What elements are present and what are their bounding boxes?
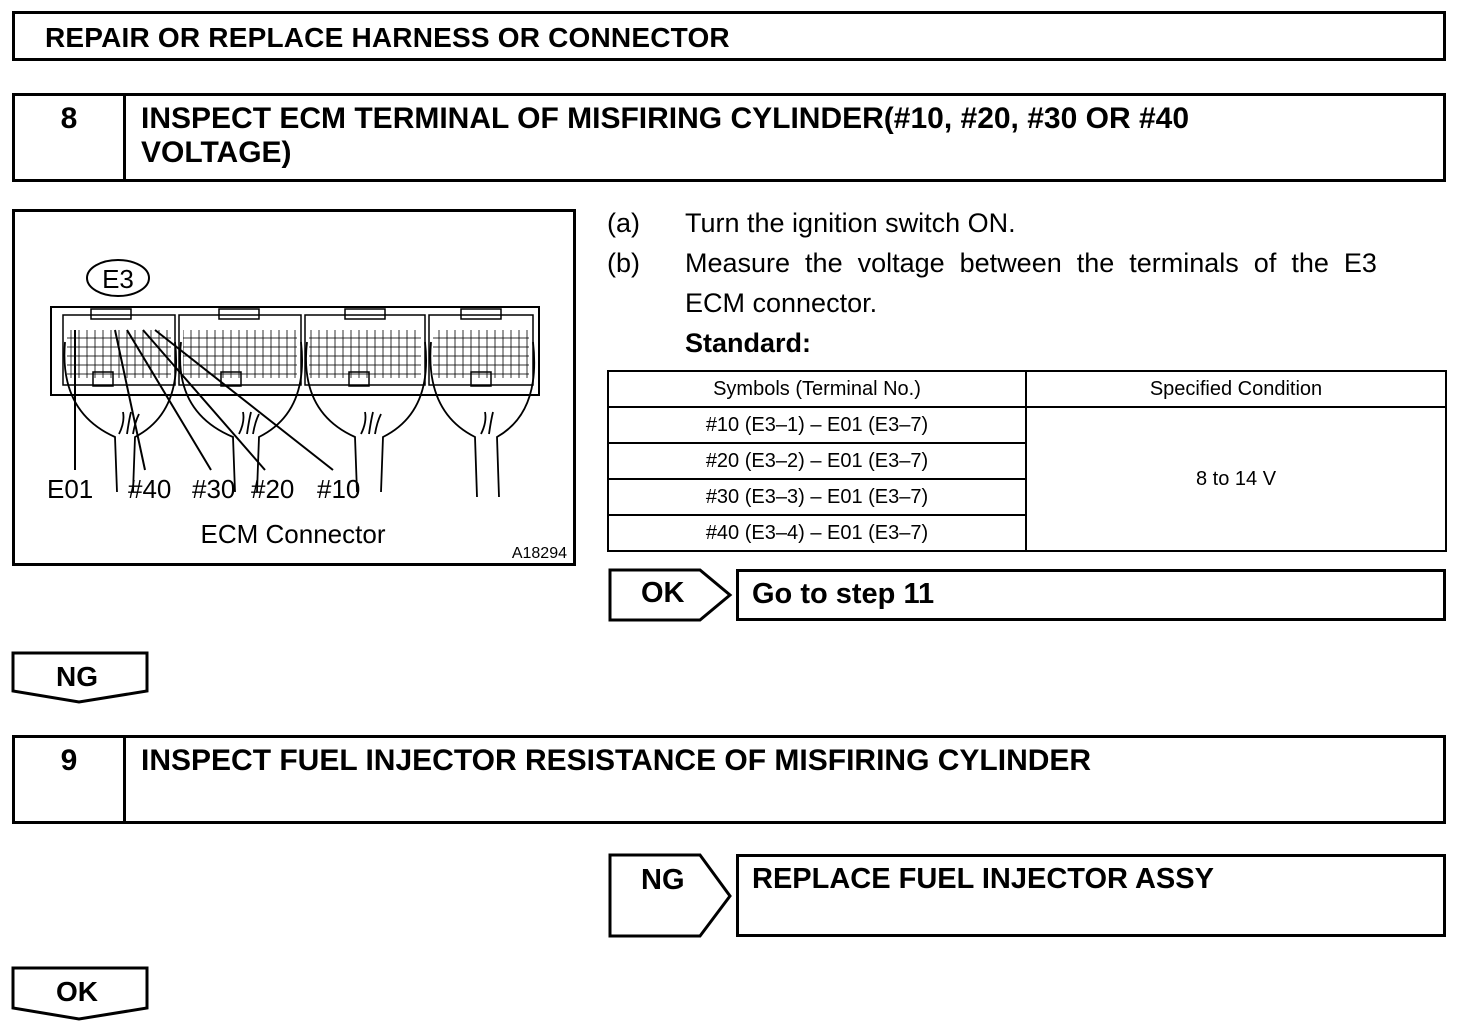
- instruction-b: [607, 243, 1447, 283]
- step-8-header: [12, 93, 1446, 182]
- standard-label-row: [607, 323, 1447, 363]
- table-row: [608, 407, 1446, 443]
- instruction-b-label: (b): [607, 248, 640, 278]
- standard-label: Standard:: [685, 328, 812, 358]
- ecm-connector-diagram: [15, 212, 573, 563]
- instruction-a: [607, 203, 1447, 243]
- ok-result-text: Go to step 11: [752, 578, 935, 610]
- pin-grid: [67, 330, 529, 378]
- step-9-header: [12, 735, 1446, 824]
- spec-table-header-row: [608, 371, 1446, 407]
- ecm-connector-figure: [12, 209, 576, 566]
- ng-result-text: REPLACE FUEL INJECTOR ASSY: [752, 863, 1214, 895]
- connector-id-label: E3: [102, 264, 134, 294]
- spec-table: [607, 370, 1447, 552]
- spec-symbol-cell: #10 (E3–1) – E01 (E3–7): [608, 407, 1026, 443]
- step-8-number: 8: [15, 96, 126, 179]
- instruction-b-text-line1: Measure the voltage between the terminals of the E3: [685, 248, 1377, 278]
- figure-caption: ECM Connector: [200, 519, 386, 549]
- repair-banner-text: REPAIR OR REPLACE HARNESS OR CONNECTOR: [45, 22, 730, 53]
- repair-banner: [12, 11, 1446, 61]
- pin-label-e01: E01: [47, 474, 94, 504]
- instruction-a-text: Turn the ignition switch ON.: [685, 208, 1016, 238]
- pin-label-30: #30: [192, 474, 236, 504]
- spec-symbol-cell: #30 (E3–3) – E01 (E3–7): [608, 479, 1026, 515]
- ok-tag-label-2: OK: [56, 976, 98, 1007]
- spec-condition-cell: 8 to 14 V: [1026, 407, 1446, 551]
- ok-tag-label: OK: [641, 577, 685, 609]
- pin-label-10: #10: [317, 474, 361, 504]
- ng-result-box: [736, 854, 1446, 937]
- pin-label-20: #20: [251, 474, 295, 504]
- step-9-title: INSPECT FUEL INJECTOR RESISTANCE OF MISFIRING CYLINDER: [141, 744, 1092, 777]
- ng-tag-label-1: NG: [56, 661, 98, 692]
- step-9-number: 9: [15, 738, 126, 821]
- spec-symbol-cell: #20 (E3–2) – E01 (E3–7): [608, 443, 1026, 479]
- ng-tag-label-2: NG: [641, 864, 685, 896]
- instruction-b-text-line2: ECM connector.: [685, 288, 878, 318]
- step-8-title-line1: INSPECT ECM TERMINAL OF MISFIRING CYLINDER(#10, #20, #30 OR #40: [141, 102, 1190, 135]
- instruction-a-label: (a): [607, 208, 640, 238]
- spec-symbol-cell: #40 (E3–4) – E01 (E3–7): [608, 515, 1026, 551]
- step-8-title-line2: VOLTAGE): [141, 136, 292, 169]
- ok-result-box: [736, 569, 1446, 621]
- spec-header-symbols: Symbols (Terminal No.): [608, 371, 1026, 407]
- spec-header-condition: Specified Condition: [1026, 371, 1446, 407]
- step-8-title: [141, 102, 1423, 170]
- figure-code: A18294: [511, 545, 567, 562]
- instruction-b-cont: [607, 283, 1447, 323]
- pin-label-40: #40: [128, 474, 172, 504]
